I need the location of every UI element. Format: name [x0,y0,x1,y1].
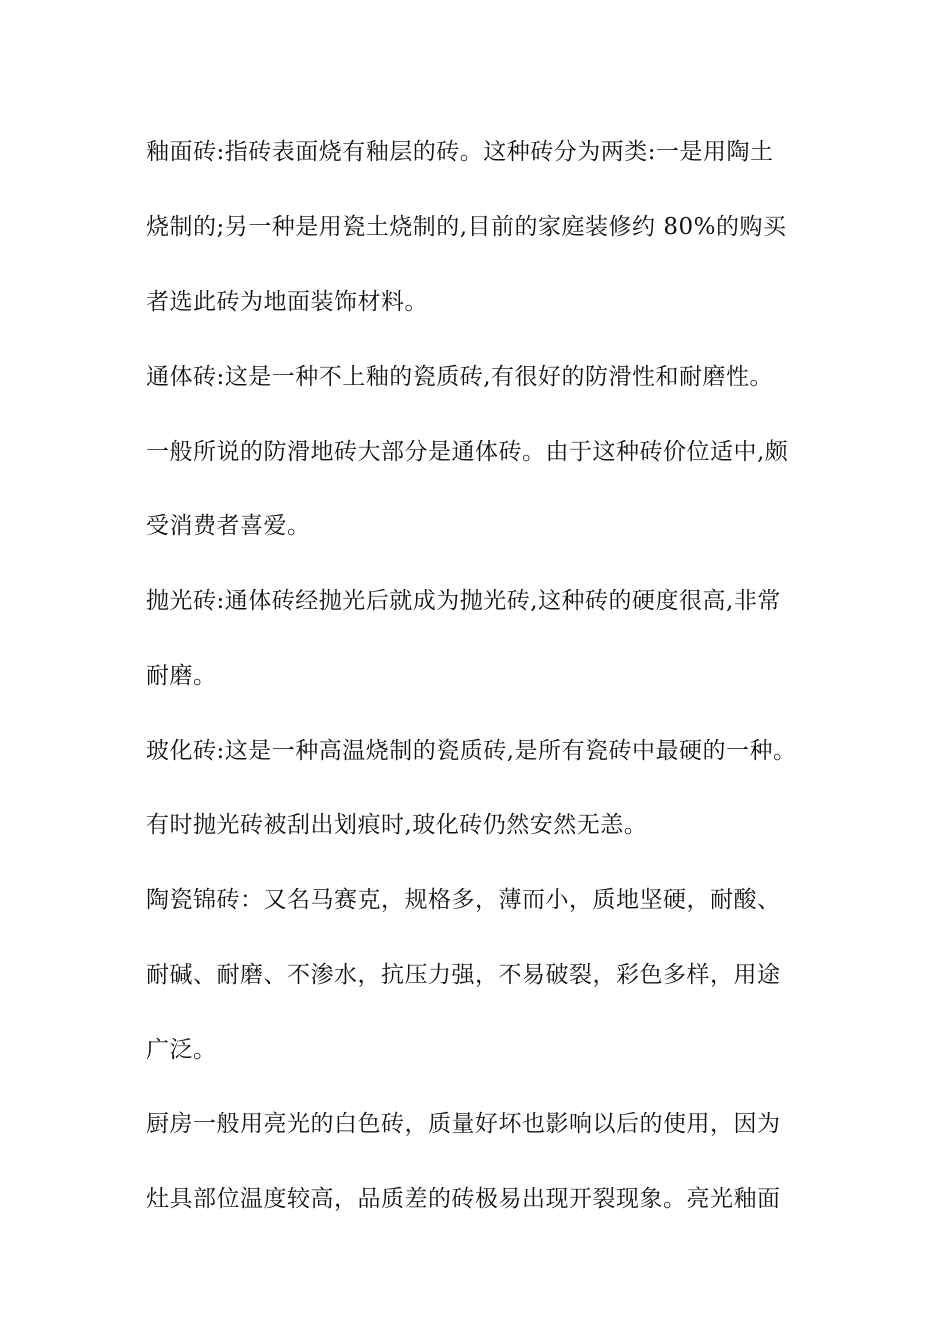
text-line: 者选此砖为地面装饰材料。 [146,289,428,315]
text-line: 受消费者喜爱。 [146,513,311,539]
text-line: 耐磨。 [146,663,217,689]
text-line: 陶瓷锦砖：又名马赛克，规格多，薄而小，质地坚硬，耐酸、 [146,887,781,913]
text-line: 有时抛光砖被刮出划痕时,玻化砖仍然安然无恙。 [146,812,648,838]
text-line: 耐碱、耐磨、不渗水，抗压力强，不易破裂，彩色多样，用途 [146,962,781,988]
text-line: 玻化砖:这是一种高温烧制的瓷质砖,是所有瓷砖中最硬的一种。 [146,738,797,764]
text-line: 广泛。 [146,1037,217,1063]
text-line: 烧制的;另一种是用瓷土烧制的,目前的家庭装修约 80%的购买 [146,214,787,240]
text-line: 一般所说的防滑地砖大部分是通体砖。由于这种砖价位适中,颇 [146,439,789,465]
text-line: 抛光砖:通体砖经抛光后就成为抛光砖,这种砖的硬度很高,非常 [146,588,781,614]
text-line: 灶具部位温度较高，品质差的砖极易出现开裂现象。亮光釉面 [146,1186,781,1212]
text-line: 釉面砖:指砖表面烧有釉层的砖。这种砖分为两类:一是用陶土 [146,139,774,165]
text-line: 厨房一般用亮光的白色砖，质量好坏也影响以后的使用，因为 [146,1111,781,1137]
text-line: 通体砖:这是一种不上釉的瓷质砖,有很好的防滑性和耐磨性。 [146,364,774,390]
